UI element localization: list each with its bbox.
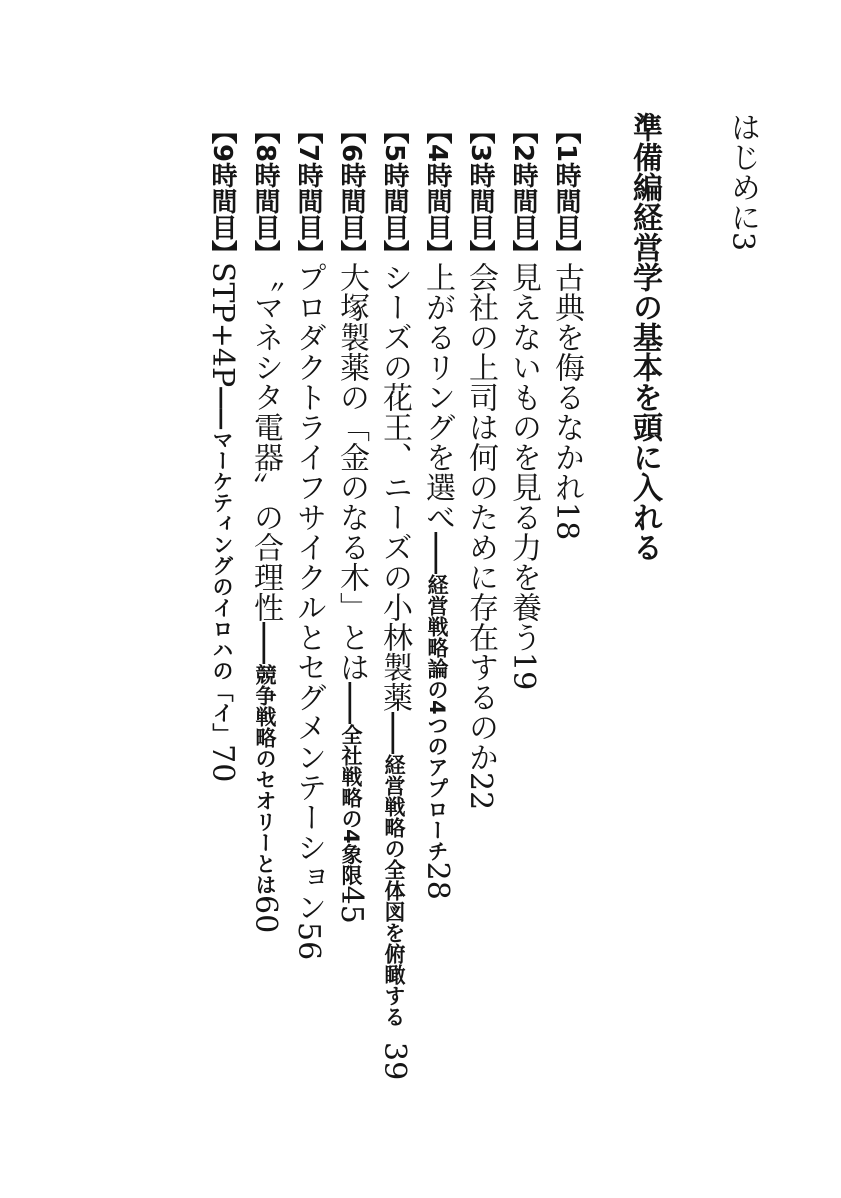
entry-page-number: 28: [420, 861, 455, 900]
toc-entry-5[interactable]: [374, 262, 414, 1027]
section-label: 準備編: [627, 112, 662, 202]
toc-entry-2[interactable]: [503, 262, 543, 690]
entry-title: 上がるリングを選べ: [420, 262, 455, 532]
entry-page-number: 18: [549, 502, 584, 541]
entry-page-number: 45: [334, 885, 369, 924]
entry-title: 〝マネシタ電器〟の合理性: [248, 262, 283, 622]
entry-title: 会社の上司は何のために存在するのか: [463, 262, 498, 772]
hour-label-2: 【2時間目】: [508, 118, 538, 267]
entry-page-number: 60: [248, 895, 283, 934]
entry-title: プロダクトライフサイクルとセグメンテーション: [291, 262, 326, 922]
toc-entry-6[interactable]: [331, 262, 371, 924]
intro-page-number: 3: [725, 232, 760, 252]
toc-entry-4[interactable]: [417, 262, 457, 900]
entry-subtitle: ――マーケティングのイロハの「イ」: [210, 387, 234, 745]
toc-entry-1[interactable]: [546, 262, 586, 540]
hour-label-7: 【7時間目】: [293, 118, 323, 267]
toc-entry-8[interactable]: [245, 262, 285, 933]
section-title: 経営学の基本を頭に入れる: [627, 202, 662, 562]
entry-title: 古典を侮るなかれ: [549, 262, 584, 502]
entry-subtitle: ――経営戦略の全体図を俯瞰する: [382, 712, 406, 1027]
entry-title: 大塚製薬の「金のなる木」とは: [334, 262, 369, 682]
entry-page-number: 56: [291, 922, 326, 961]
toc-entry-3[interactable]: [460, 262, 500, 810]
entry-page-number: 39: [377, 1042, 412, 1081]
hour-label-1: 【1時間目】: [551, 118, 581, 267]
toc-entry-5-page: [374, 1042, 414, 1080]
entry-subtitle: ――競争戦略のセオリーとは: [253, 622, 277, 895]
toc-entry-7[interactable]: [288, 262, 328, 960]
hour-label-6: 【6時間目】: [336, 118, 366, 267]
entry-page-number: 70: [205, 744, 240, 783]
entry-title: STP+4P: [205, 262, 240, 388]
toc-entry-9[interactable]: [202, 262, 242, 782]
section-heading[interactable]: [627, 112, 672, 562]
hour-label-9: 【9時間目】: [207, 118, 237, 267]
intro-entry[interactable]: [722, 112, 762, 251]
entry-subtitle: ――全社戦略の4象限: [339, 682, 363, 886]
hour-label-3: 【3時間目】: [465, 118, 495, 267]
entry-subtitle: ――経営戦略論の4つのアプローチ: [425, 532, 449, 862]
entry-page-number: 22: [463, 772, 498, 811]
hour-label-4: 【4時間目】: [422, 118, 452, 267]
entry-title: シーズの花王、ニーズの小林製薬: [377, 262, 412, 712]
intro-label: はじめに: [725, 112, 760, 232]
entry-page-number: 19: [506, 652, 541, 691]
hour-label-5: 【5時間目】: [379, 118, 409, 267]
hour-label-8: 【8時間目】: [250, 118, 280, 267]
entry-title: 見えないものを見る力を養う: [506, 262, 541, 652]
